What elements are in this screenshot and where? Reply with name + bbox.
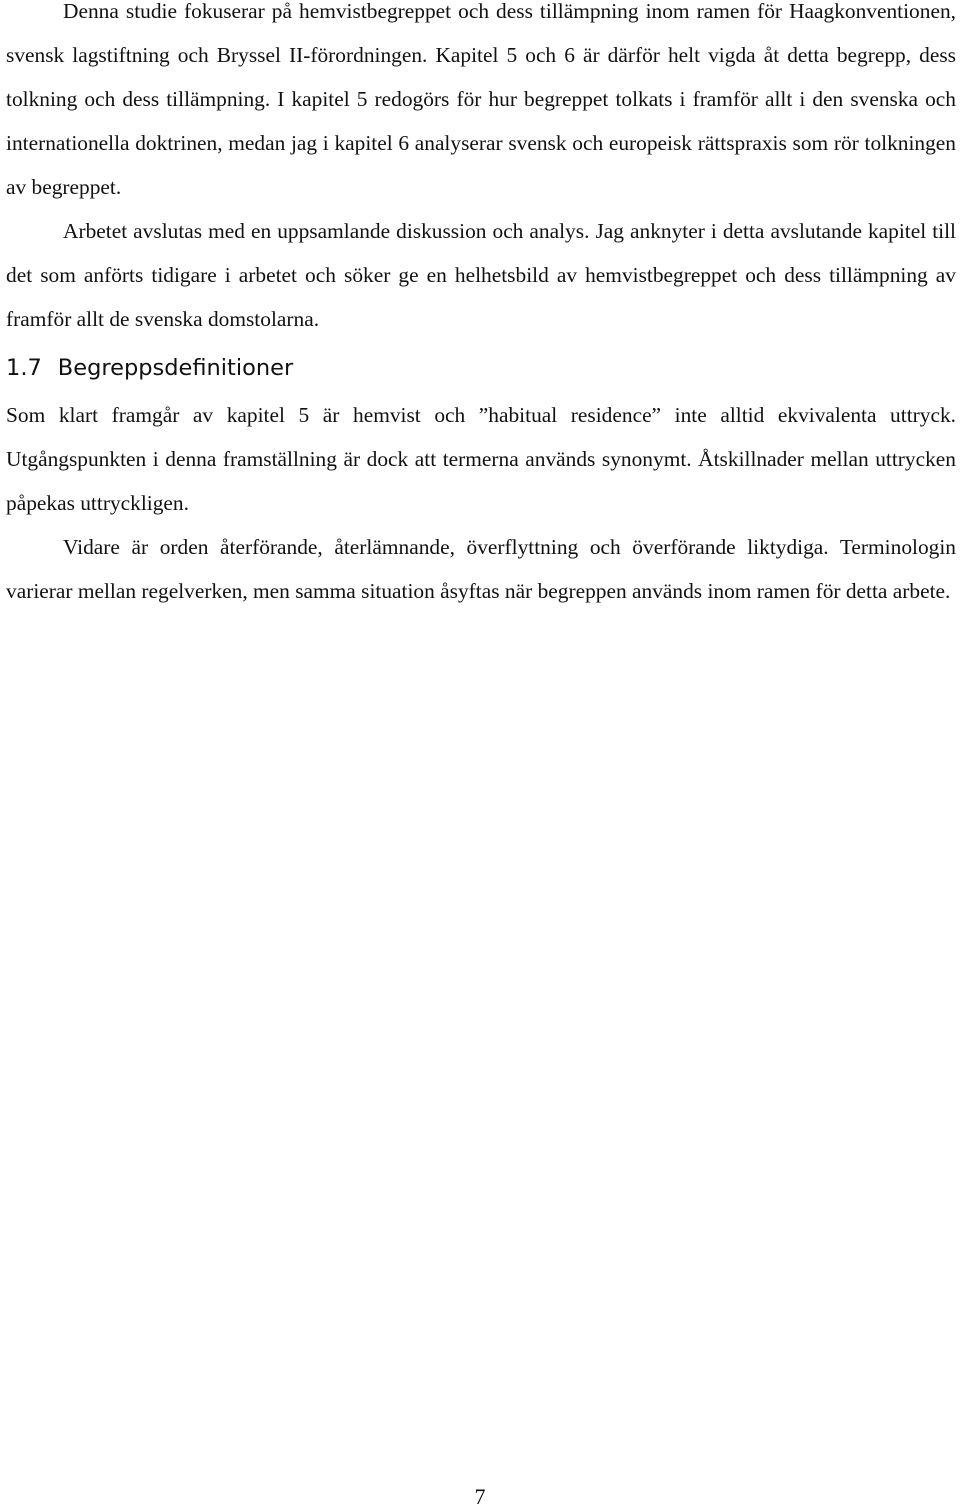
paragraph-habitual-residence: Som klart framgår av kapitel 5 är hemvist och ”habitual residence” inte alltid ekvivalenta uttryck. Utgångspunkten i denna framställning är dock att termerna används synonymt. Åtskillnader mellan uttrycken påpekas uttryckligen. bbox=[6, 403, 956, 515]
section-number: 1.7 bbox=[6, 355, 42, 381]
paragraph-study-focus: Denna studie fokuserar på hemvistbegreppet och dess tillämpning inom ramen för Haagkonventionen, svensk lagstiftning och Bryssel II-förordningen. Kapitel 5 och 6 är därför helt vigda åt detta begrepp, dess tolkning och dess tillämpning. I kapitel 5 redogörs för hur begreppet tolkats i framför allt i den svenska och internationella doktrinen, medan jag i kapitel 6 analyserar svensk och europeisk rättspraxis som rör tolkningen av begreppet. bbox=[6, 0, 956, 199]
paragraph-conclusion-chapter: Arbetet avslutas med en uppsamlande diskussion och analys. Jag anknyter i detta avslutande kapitel till det som anförts tidigare i arbetet och söker ge en helhetsbild av hemvistbegreppet och dess tillämpning av framför allt de svenska domstolarna. bbox=[6, 219, 956, 331]
page-number: 7 bbox=[474, 1484, 486, 1509]
section-heading bbox=[6, 348, 956, 388]
page-body bbox=[6, 0, 956, 613]
paragraph-terminology: Vidare är orden återförande, återlämnande, överflyttning och överförande liktydiga. Terminologin varierar mellan regelverken, men samma situation åsyftas när begreppen används inom ramen för detta arbete. bbox=[6, 535, 956, 603]
section-title: Begreppsdefinitioner bbox=[57, 355, 294, 381]
